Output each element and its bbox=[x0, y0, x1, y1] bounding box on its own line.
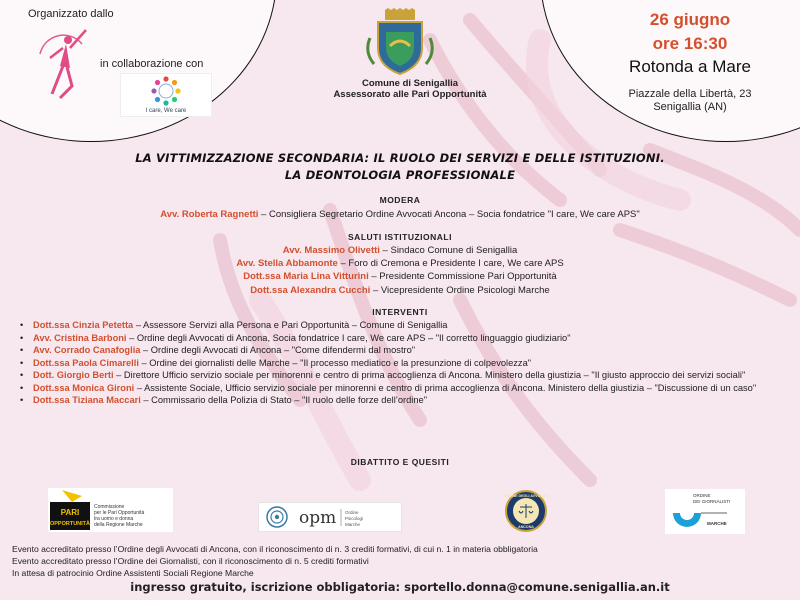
opm-icon bbox=[259, 503, 401, 531]
speaker-name: Dott. Giorgio Berti bbox=[33, 370, 114, 380]
event-title bbox=[0, 150, 800, 184]
comune-heading bbox=[290, 78, 530, 100]
speaker-name: Avv. Corrado Canafoglia bbox=[33, 345, 141, 355]
list-item bbox=[20, 332, 785, 345]
footer-line-2: Evento accreditato presso l’Ordine dei Giornalisti, con il riconoscimento di n. 5 crediti formativi bbox=[12, 556, 369, 566]
sportello-donna-logo-icon bbox=[30, 24, 92, 100]
opm-logo bbox=[258, 502, 402, 532]
speaker-role: – Ordine degli Avvocati di Ancona – "Come difendermi dal mostro" bbox=[140, 345, 416, 355]
saluti-line-4 bbox=[0, 285, 800, 296]
senigallia-crest-icon bbox=[360, 8, 440, 76]
list-item bbox=[20, 382, 785, 395]
pari-opportunita-logo bbox=[48, 488, 173, 532]
event-date-block bbox=[600, 8, 780, 78]
event-venue: Rotonda a Mare bbox=[629, 57, 751, 76]
saluti-role: – Foro di Cremona e Presidente I care, We care APS bbox=[337, 258, 564, 269]
speaker-name: Dott.ssa Monica Gironi bbox=[33, 382, 135, 393]
dibattito-heading: DIBATTITO E QUESITI bbox=[350, 457, 450, 467]
modera-line bbox=[0, 209, 800, 220]
address-line-1: Piazzale della Libertà, 23 bbox=[628, 88, 752, 100]
saluti-name: Dott.ssa Alexandra Cucchi bbox=[250, 285, 371, 296]
pari-text: PARI bbox=[60, 508, 80, 517]
opm-caption: Marche bbox=[345, 522, 361, 527]
registration-info: ingresso gratuito, iscrizione obbligatoria: sportello.donna@comune.senigallia.an.it bbox=[130, 580, 670, 594]
moderator-name: Avv. Roberta Ragnetti bbox=[160, 209, 259, 220]
comune-name: Comune di Senigallia bbox=[361, 78, 459, 89]
event-address bbox=[600, 88, 780, 114]
address-line-2: Senigallia (AN) bbox=[653, 101, 727, 113]
icare-wecare-logo bbox=[120, 73, 212, 117]
list-item bbox=[20, 344, 785, 357]
saluti-name: Avv. Massimo Olivetti bbox=[282, 245, 380, 256]
opm-caption: Psicologi bbox=[345, 516, 364, 521]
accreditation-notes bbox=[12, 543, 538, 579]
list-item bbox=[20, 319, 785, 332]
saluti-line-1 bbox=[0, 245, 800, 256]
giorn-text: DEI GIORNALISTI bbox=[693, 499, 731, 504]
speaker-role: – Commissario della Polizia di Stato – "Il ruolo delle forze dell’ordine" bbox=[140, 395, 427, 405]
organized-by-label: Organizzato dallo bbox=[28, 8, 114, 20]
ordine-avvocati-logo bbox=[485, 490, 567, 532]
list-item bbox=[20, 369, 785, 382]
giorn-text: ORDINE bbox=[693, 493, 711, 498]
footer-line-1: Evento accreditato presso l’Ordine degli Avvocati di Ancona, con il riconoscimento di n. 3 crediti formativi, di cui n. 1 in materia obbligatoria bbox=[12, 544, 538, 554]
people-circle-icon bbox=[121, 74, 211, 108]
saluti-name: Dott.ssa Maria Lina Vitturini bbox=[243, 271, 369, 282]
event-date: 26 giugno bbox=[649, 10, 731, 29]
saluti-line-3 bbox=[0, 271, 800, 282]
opportunita-text: OPPORTUNITÀ bbox=[49, 521, 91, 527]
speaker-role: – Ordine dei giornalisti delle Marche – "Il processo mediatico e la presunzione di colpevolezza" bbox=[138, 357, 532, 368]
giorn-text: MARCHE bbox=[707, 521, 727, 526]
ordine-giornalisti-icon bbox=[665, 489, 745, 534]
modera-heading: MODERA bbox=[379, 195, 421, 205]
ordine-avvocati-seal-icon bbox=[485, 490, 567, 532]
pari-caption: tra uomo e donna bbox=[94, 516, 134, 522]
speaker-role: – Ordine degli Avvocati di Ancona, Socia fondatrice I care, We care APS – "Il corretto linguaggio giudiziario" bbox=[126, 332, 571, 343]
ordine-ring-text: ORDINE DEGLI AVVOCATI bbox=[503, 494, 549, 498]
assessorato-name: Assessorato alle Pari Opportunità bbox=[333, 89, 487, 100]
moderator-role: – Consigliera Segretario Ordine Avvocati Ancona – Socia fondatrice "I care, We care APS" bbox=[258, 209, 640, 220]
list-item bbox=[20, 357, 785, 370]
pari-caption: Commissione bbox=[94, 504, 125, 510]
saluti-role: – Vicepresidente Ordine Psicologi Marche bbox=[370, 285, 550, 296]
footer-line-3: In attesa di patrocinio Ordine Assistenti Sociali Regione Marche bbox=[12, 568, 254, 578]
ordine-giornalisti-logo bbox=[665, 489, 745, 534]
interventi-list bbox=[20, 319, 785, 407]
pari-caption: per le Pari Opportunità bbox=[94, 510, 145, 516]
speaker-name: Dott.ssa Tiziana Maccari bbox=[33, 395, 141, 405]
saluti-role: – Presidente Commissione Pari Opportunità bbox=[368, 271, 557, 282]
saluti-heading: SALUTI ISTITUZIONALI bbox=[348, 232, 452, 242]
collaboration-label: in collaborazione con bbox=[100, 58, 204, 70]
saluti-line-2 bbox=[0, 258, 800, 269]
speaker-name: Dott.ssa Paola Cimarelli bbox=[33, 357, 139, 368]
opm-caption: Ordine bbox=[345, 510, 359, 515]
speaker-name: Avv. Cristina Barboni bbox=[33, 332, 127, 343]
ordine-city-text: ANCONA bbox=[518, 525, 534, 529]
speaker-name: Dott.ssa Cinzia Petetta bbox=[33, 320, 134, 330]
list-item bbox=[20, 394, 785, 407]
speaker-role: – Assessore Servizi alla Persona e Pari Opportunità – Comune di Senigallia bbox=[133, 320, 448, 330]
opm-text: opm bbox=[299, 508, 337, 528]
event-time: ore 16:30 bbox=[652, 34, 728, 53]
interventi-heading: INTERVENTI bbox=[372, 307, 428, 317]
pari-opportunita-icon bbox=[48, 488, 173, 532]
saluti-name: Avv. Stella Abbamonte bbox=[236, 258, 338, 269]
icare-logo-text: I care, We care bbox=[145, 108, 187, 114]
saluti-role: – Sindaco Comune di Senigallia bbox=[379, 245, 518, 256]
title-line-2: LA DEONTOLOGIA PROFESSIONALE bbox=[284, 168, 516, 182]
pari-caption: della Regione Marche bbox=[94, 522, 143, 528]
speaker-role: – Direttore Ufficio servizio sociale per minorenni e centro di prima accoglienza di Ancona. Ministero della giustizia – "Il giusto approccio dei servizi sociali" bbox=[113, 370, 746, 380]
title-line-1: LA VITTIMIZZAZIONE SECONDARIA: IL RUOLO DEI SERVIZI E DELLE ISTITUZIONI. bbox=[135, 151, 665, 165]
speaker-role: – Assistente Sociale, Ufficio servizio sociale per minorenni e centro di prima accoglienza di Ancona. Ministero della giustizia – "Discussione di un caso" bbox=[134, 382, 757, 393]
